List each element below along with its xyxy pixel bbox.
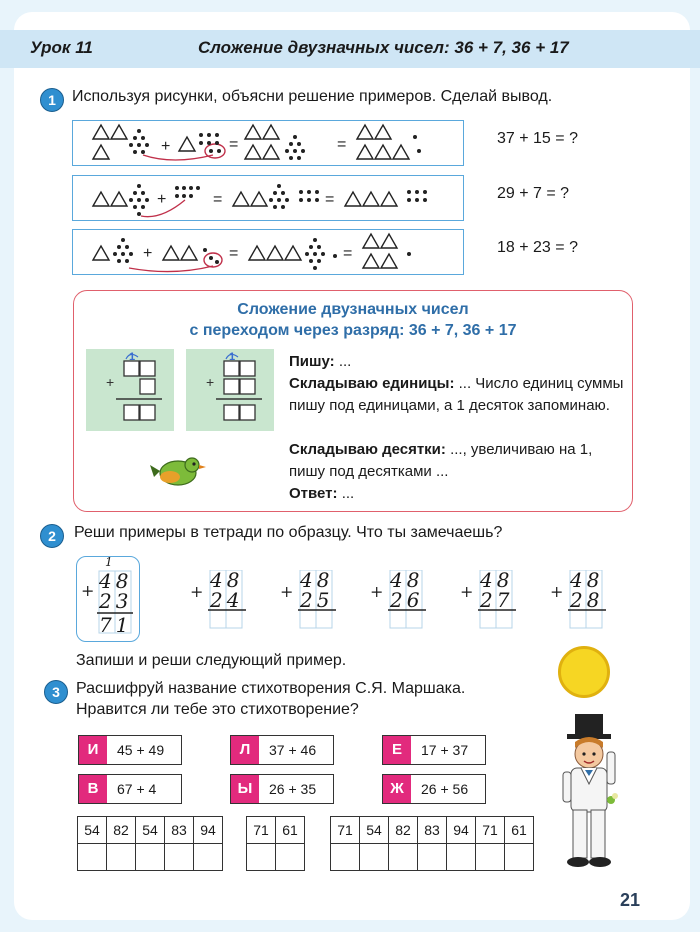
svg-text:=: = [343, 245, 353, 262]
svg-text:=: = [229, 245, 239, 262]
code-cell-y: Ы 26 + 35 [230, 774, 334, 804]
rule-title-line-1: Сложение двузначных чисел [237, 301, 469, 318]
rule-title-line-2: с переходом через разряд: 36 + 7, 36 + 17 [189, 322, 517, 339]
task-3-line-1: Расшифруй название стихотворения С.Я. Маршака. [76, 680, 466, 697]
bird-illustration [148, 449, 208, 493]
svg-text:=: = [325, 191, 335, 208]
task-2-text: Реши примеры в тетради по образцу. Что ты замечаешь? [74, 524, 503, 541]
answer-table-word-2: 71 61 [246, 816, 305, 871]
sample-column-box [76, 556, 140, 642]
carry-mark-2: 1 [229, 351, 236, 363]
svg-text:=: = [229, 136, 239, 153]
answer-table-word-3: 71 54 82 83 94 71 61 [330, 816, 534, 871]
svg-text:=: = [337, 136, 347, 153]
column-example-2: + 48 25 [280, 570, 342, 630]
rule-line-write: Пишу: ... [289, 353, 352, 370]
code-cell-e: Е 17 + 37 [382, 735, 486, 765]
picture-row-2 [72, 175, 464, 221]
column-example-3: + 48 26 [370, 570, 432, 630]
code-cell-i: И 45 + 49 [78, 735, 182, 765]
column-example-4: + 48 27 [460, 570, 522, 630]
sun-icon [558, 646, 610, 698]
rule-line-answer: Ответ: ... [289, 485, 355, 502]
svg-text:=: = [213, 191, 223, 208]
task-2-note: Запиши и реши следующий пример. [76, 652, 347, 669]
svg-text:+: + [157, 191, 167, 208]
svg-text:+: + [143, 245, 153, 262]
svg-text:+: + [161, 138, 171, 155]
carry-mark-1: 1 [129, 351, 136, 363]
code-cell-zh: Ж 26 + 56 [382, 774, 486, 804]
rule-line-units: Складываю единицы: ... Число единиц суммы пишу под единицами, а 1 десяток запоминаю. [289, 375, 624, 414]
example-1: 37 + 15 = ? [497, 130, 578, 147]
task-1-number: 1 [40, 88, 64, 112]
example-2: 29 + 7 = ? [497, 185, 570, 202]
tens-units-picture-1 [73, 121, 463, 165]
sample-carry: 1 [105, 555, 113, 569]
page-number: 21 [620, 890, 641, 910]
sample-result: 71 [99, 613, 133, 637]
sample-plus: + [81, 581, 95, 600]
picture-row-3 [72, 229, 464, 275]
example-3: 18 + 23 = ? [497, 239, 578, 256]
task-3-number: 3 [44, 680, 68, 704]
boy-with-top-hat-illustration [545, 712, 635, 870]
sample-top: 48 [99, 569, 133, 593]
sample-bottom: 23 [99, 589, 133, 613]
rule-line-tens: Складываю десятки: ..., увеличиваю на 1, пишу под десятками ... [289, 441, 593, 480]
picture-row-1 [72, 120, 464, 166]
rule-box [73, 290, 633, 512]
task-1-text: Используя рисунки, объясни решение примеров. Сделай вывод. [72, 88, 553, 105]
column-example-5: + 48 28 [550, 570, 612, 630]
tens-units-picture-3 [73, 230, 463, 274]
task-3-line-2: Нравится ли тебе это стихотворение? [76, 701, 359, 718]
code-cell-l: Л 37 + 46 [230, 735, 334, 765]
code-cell-v: В 67 + 4 [78, 774, 182, 804]
lesson-label: Урок 11 [30, 38, 93, 57]
svg-text:+: + [206, 374, 215, 390]
lesson-topic: Сложение двузначных чисел: 36 + 7, 36 + 17 [198, 38, 569, 57]
tens-units-picture-2 [73, 176, 463, 220]
answer-table-word-1: 54 82 54 83 94 [77, 816, 223, 871]
task-2-number: 2 [40, 524, 64, 548]
column-example-1: + 48 24 [190, 570, 252, 630]
svg-text:+: + [106, 374, 115, 390]
